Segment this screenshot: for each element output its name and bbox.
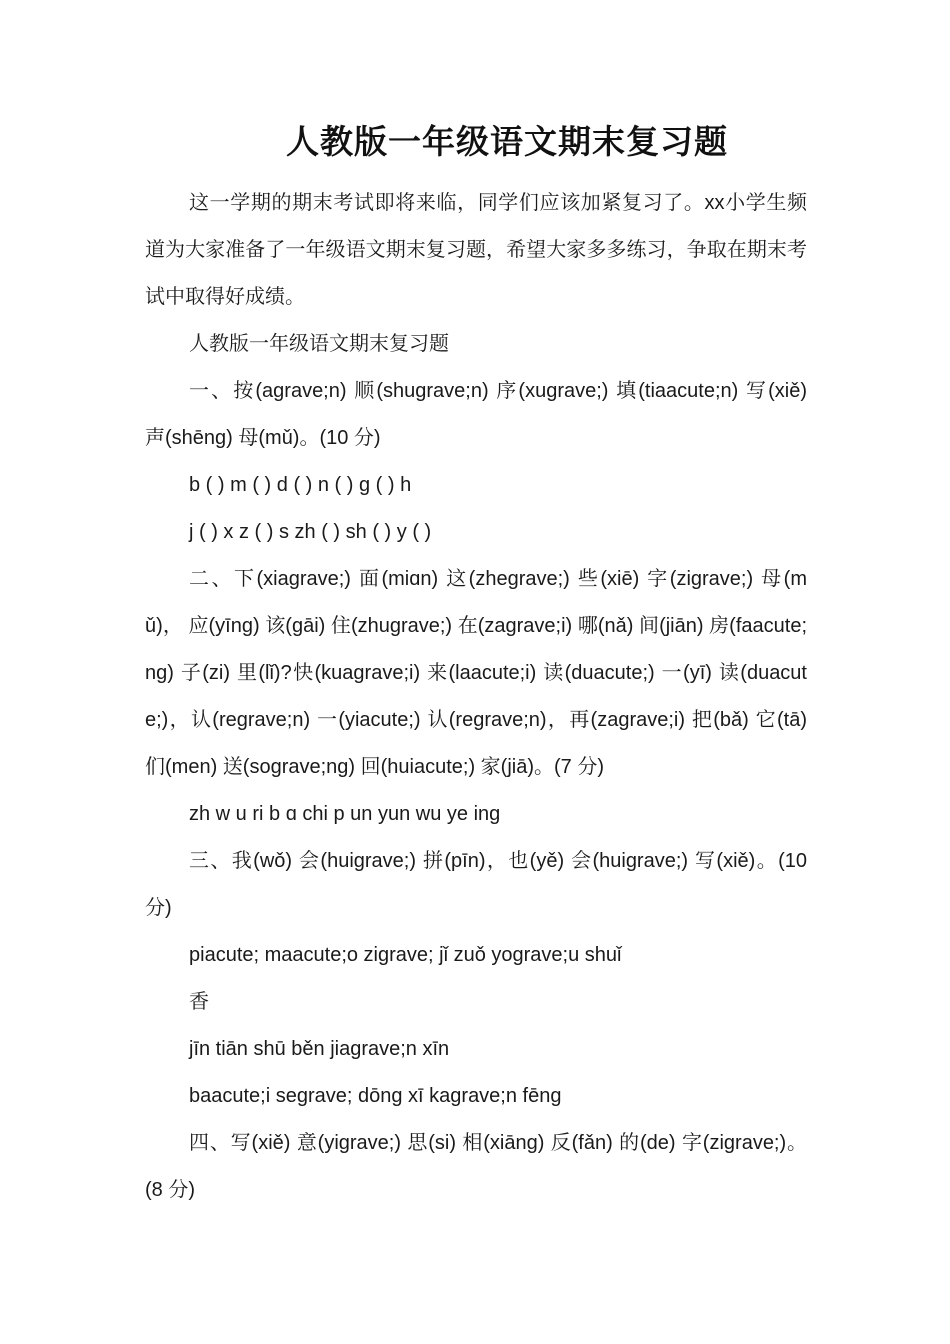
section-subtitle: 人教版一年级语文期末复习题	[189, 333, 449, 355]
intro-paragraph: 这一学期的期末考试即将来临，同学们应该加紧复习了。xx小学生频道为大家准备了一年级语文期末复习题，希望大家多多练习，争取在期末考试中取得好成绩。	[145, 192, 807, 308]
question-4: 四、写(xiě) 意(yigrave;) 思(si) 相(xiāng) 反(fǎn) 的(de) 字(zigrave;)。(8 分)	[145, 1132, 807, 1201]
question-3-line-3: jīn tiān shū běn jiagrave;n xīn	[189, 1038, 450, 1060]
document-title: 人教版一年级语文期末复习题	[286, 122, 728, 161]
question-1: 一、按(agrave;n) 顺(shugrave;n) 序(xugrave;) 填(tiaacute;n) 写(xiě) 声(shēng) 母(mǔ)。(10 分)	[145, 380, 807, 449]
document-body	[145, 180, 807, 1214]
question-1-line-2: j ( ) x z ( ) s zh ( ) sh ( ) y ( )	[189, 521, 432, 543]
question-2: 二、下(xiagrave;) 面(miɑn) 这(zhegrave;) 些(xiē) 字(zigrave;) 母(mǔ)， 应(yīng) 该(gāi) 住(zhugrave;) 在(zagrave;i) 哪(nǎ) 间(jiān) 房(faacute;ng) 子(zi) 里(lǐ)?快(kuagrave;i) 来(laacute;i) 读(duacute;) 一(yī) 读(duacute;)，认(regrave;n) 一(yiacute;) 认(regrave;n)，再(zagrave;i) 把(bǎ) 它(tā) 们(men) 送(sograve;ng) 回(huiacute;) 家(jiā)。(7 分)	[145, 568, 807, 778]
question-3-line-1: piacute; maacute;o zigrave; jǐ zuǒ yograve;u shuǐ	[189, 944, 622, 966]
question-3-line-2: 香	[189, 991, 209, 1013]
question-1-line-1: b ( ) m ( ) d ( ) n ( ) g ( ) h	[189, 474, 412, 496]
question-3: 三、我(wǒ) 会(huigrave;) 拼(pīn)，也(yě) 会(huigrave;) 写(xiě)。(10 分)	[145, 850, 807, 919]
question-2-line-1: zh w u ri b ɑ chi p un yun wu ye ing	[189, 803, 501, 825]
question-3-line-4: baacute;i segrave; dōng xī kagrave;n fēng	[189, 1085, 562, 1107]
